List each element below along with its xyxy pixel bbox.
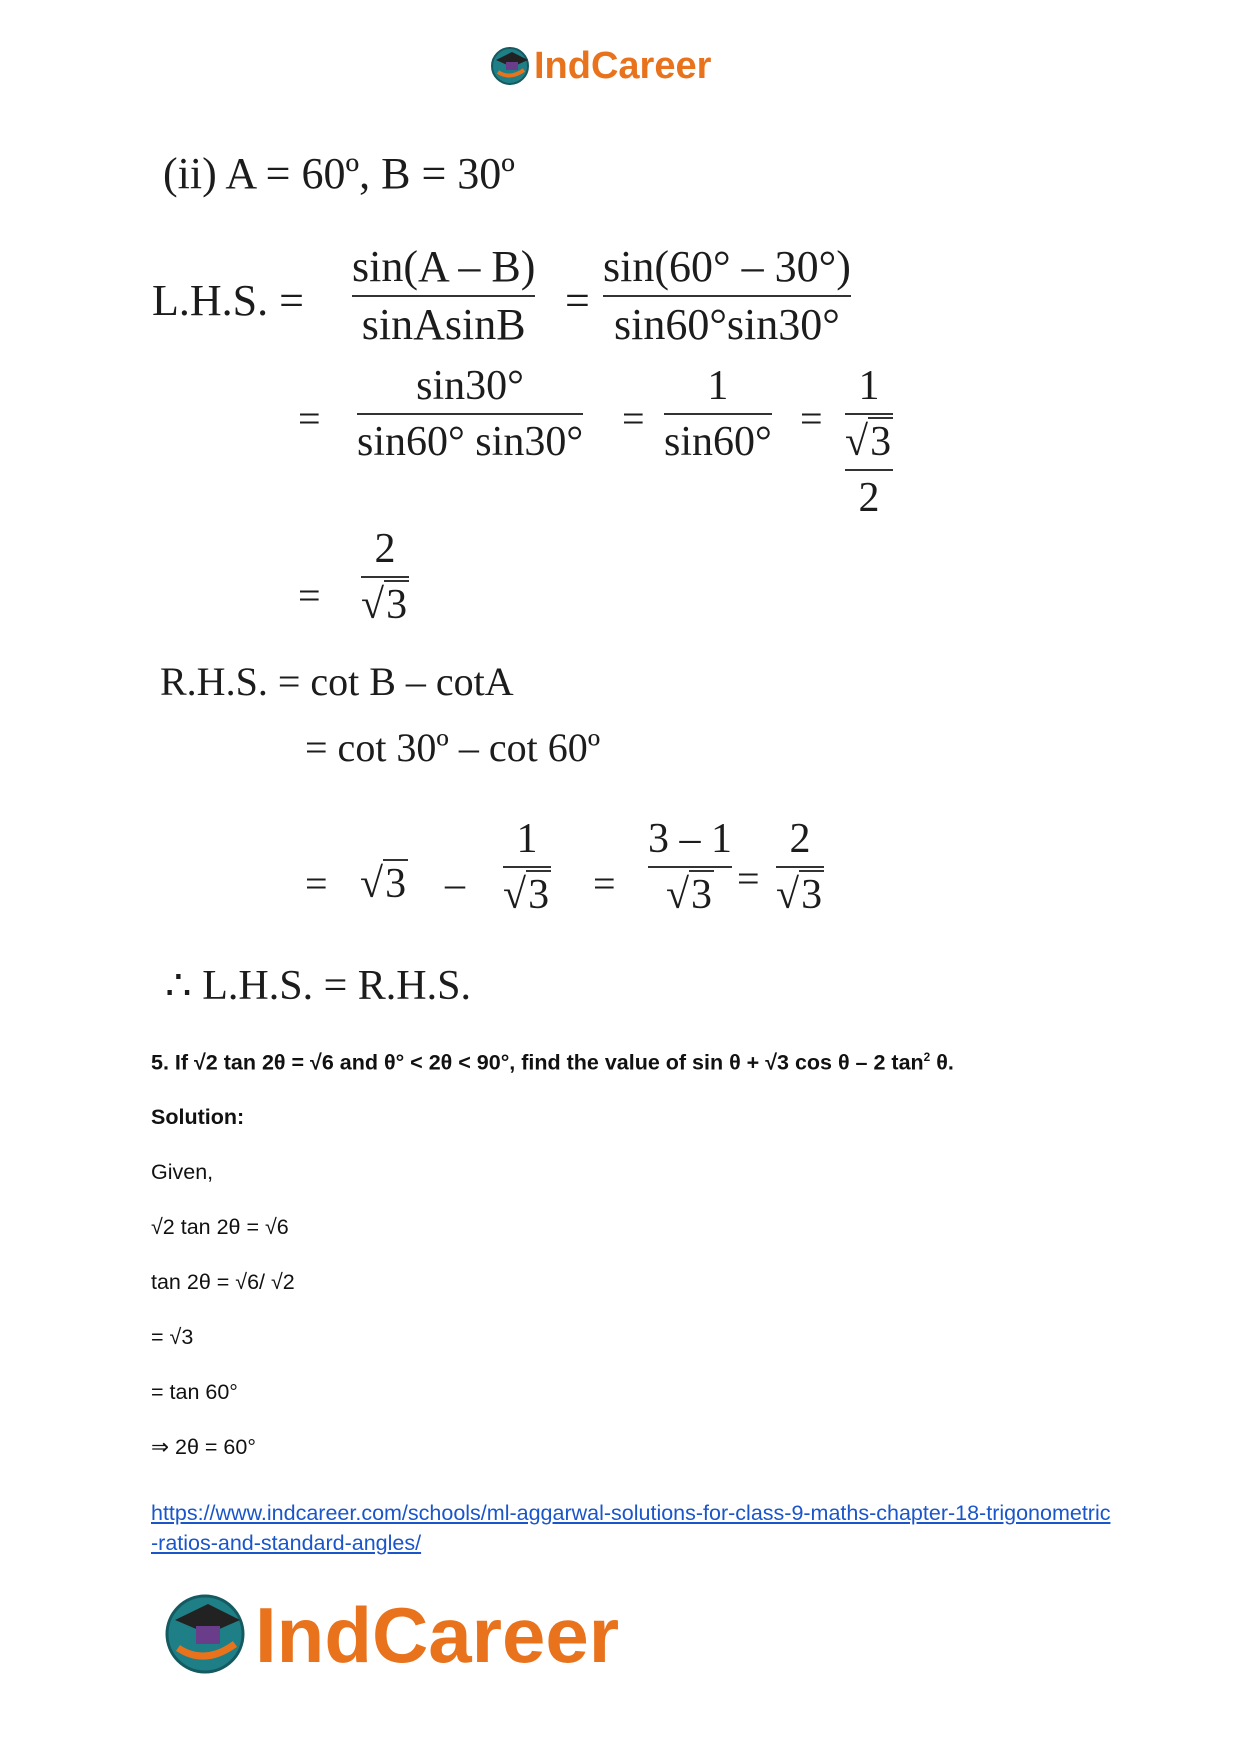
equals-sign: = [298,573,321,618]
fraction-bar [603,295,851,297]
row2-fraction-1 [357,365,583,463]
fraction-numerator: 3 – 1 [648,816,732,862]
lhs-fraction-1 [352,242,536,349]
step-line-3: = √3 [151,1325,194,1349]
fraction-bar [503,866,551,868]
fraction-bar [352,295,535,297]
equals-sign: = [298,396,321,441]
rhs-line: R.H.S. = cot B – cotA [160,659,514,704]
logo-wordmark: IndCareer [255,1591,620,1679]
sqrt-expression: √3 [776,872,823,918]
row5-fraction-3 [776,818,824,916]
solution-heading: Solution: [151,1105,245,1129]
sqrt-expression: √3 [665,872,713,918]
fraction-denominator [845,421,893,463]
row3-fraction [361,528,409,626]
fraction-denominator: sinAsinB [361,300,526,349]
given-line: Given, [151,1160,214,1184]
sqrt-expression: √3 [845,419,892,465]
sqrt-expression: √3 [503,872,550,918]
fraction-bar [357,413,583,415]
lhs-fraction-2 [603,242,851,349]
fraction-bar [648,866,732,868]
conclusion-line: ∴ L.H.S. = R.H.S. [165,963,471,1009]
equals-sign: = [593,861,616,906]
fraction-denominator: sin60° [664,419,772,465]
fraction-bar [845,469,893,471]
step-line-2: tan 2θ = √6/ √2 [151,1270,295,1294]
equals-sign: = [565,276,590,325]
indcareer-logo-bottom [160,1582,700,1682]
rhs-line-2: = cot 30º – cot 60º [305,725,601,770]
globe-cap-icon [167,1596,243,1672]
fraction-denominator [666,874,714,916]
fraction-bar [845,413,893,415]
fraction-denominator [361,584,409,626]
step-line-5: ⇒ 2θ = 60° [151,1435,256,1459]
fraction-numerator: sin(60° – 30°) [603,242,851,291]
fraction-numerator: 2 [789,816,811,862]
fraction-bar [361,576,409,578]
row2-fraction-2 [664,365,772,463]
sqrt-expression: √3 [360,861,407,907]
fraction-numerator: 1 [707,363,729,409]
fraction-denominator: sin60°sin30° [613,300,840,349]
fraction-denominator: 2 [858,475,880,521]
fraction-numerator: 2 [374,526,396,572]
fraction-denominator: sin60° sin30° [357,419,584,465]
fraction-bar [776,866,824,868]
lhs-label: L.H.S. = [152,276,304,325]
part-ii-line: (ii) A = 60º, B = 30º [163,149,515,198]
fraction-denominator [776,874,824,916]
equals-sign: = [737,856,760,901]
question-5: 5. If √2 tan 2θ = √6 and θ° < 2θ < 90°, find the value of sin θ + √3 cos θ – 2 $\tan^2 \theta$. [151,1050,954,1075]
fraction-numerator: 1 [516,816,538,862]
equals-sign: = [800,396,823,441]
fraction-bar [664,413,772,415]
row5-fraction-2 [648,818,732,916]
fraction-numerator: 1 [858,363,880,409]
fraction-denominator [503,874,551,916]
step-line-1: √2 tan 2θ = √6 [151,1215,289,1239]
sqrt-expression: √3 [361,582,408,628]
source-link[interactable]: https://www.indcareer.com/schools/ml-aggarwal-solutions-for-class-9-maths-chapter-18-trigonometric-ratios-and-standard-angles/ [151,1501,1111,1555]
row5-fraction-1 [503,818,551,916]
fraction-numerator: sin30° [416,363,524,409]
step-line-4: = tan 60° [151,1380,238,1404]
fraction-numerator: sin(A – B) [352,242,536,291]
logo-wordmark: IndCareer [534,45,712,87]
row2-fraction-3 [845,365,893,519]
equals-sign: = [305,861,328,906]
minus-sign: – [445,861,465,906]
equals-sign: = [622,396,645,441]
